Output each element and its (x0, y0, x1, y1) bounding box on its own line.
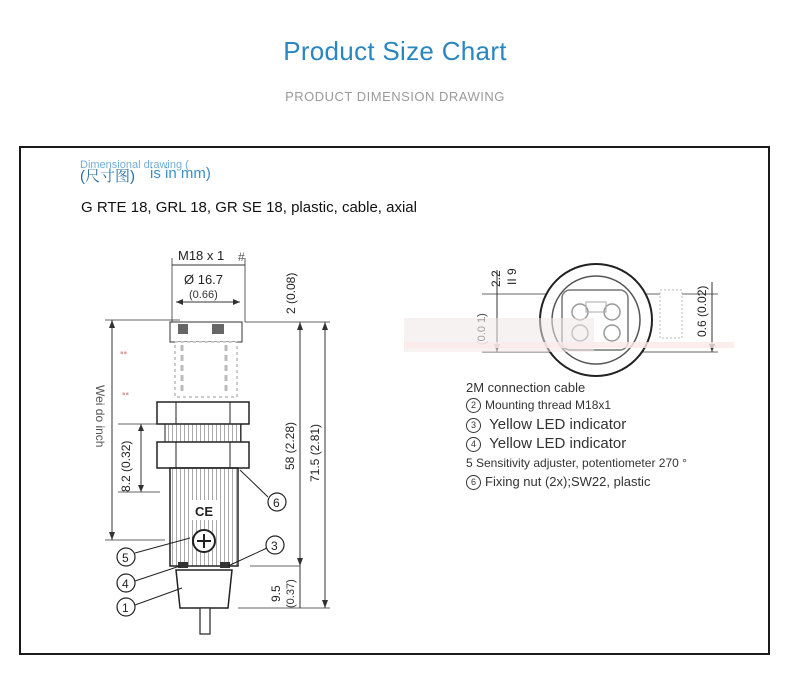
models-line: G RTE 18, GRL 18, GR SE 18, plastic, cable, axial (81, 199, 417, 216)
page-title: Product Size Chart (283, 36, 507, 66)
dimensions-note-overlap: Dimensional drawing ( (80, 159, 189, 171)
legend-item-led-3 (466, 416, 626, 433)
diameter-label: Ø 16.7 (184, 272, 224, 287)
bottom-length-label: 9.5 (269, 585, 283, 602)
front-side-label-b: II 9 (505, 268, 519, 285)
legend-item-text: Yellow LED indicator (489, 416, 627, 433)
total-length-label: 71.5 (2.81) (308, 423, 322, 482)
page-subtitle: PRODUCT DIMENSION DRAWING (285, 89, 505, 104)
legend-item-text: Yellow LED indicator (489, 435, 627, 452)
legend-item-text: 2M connection cable (466, 380, 586, 395)
top-gap-label: 2 (0.08) (284, 272, 298, 314)
legend-num-2: 2 (466, 398, 481, 413)
thread-mark: # (238, 250, 245, 264)
diameter-inch-label: (0.66) (189, 289, 218, 301)
front-side-label-c: 0.6 (0.02) (695, 285, 709, 337)
legend-num-6: 6 (466, 475, 481, 490)
faded-mark-left-2: ▪▪ (122, 389, 130, 400)
callout-4: 4 (122, 577, 129, 591)
legend-item-led-4 (466, 435, 626, 452)
thread-label: M18 x 1 (178, 248, 225, 263)
ce-mark: CE (195, 504, 214, 519)
nut-height-label: 8.2 (0.32) (119, 440, 133, 492)
legend-num-4: 4 (466, 437, 481, 452)
dimensions-note-units: is in mm) (150, 165, 211, 182)
callout-6: 6 (273, 496, 280, 510)
legend-item-text: 5 Sensitivity adjuster, potentiometer 270 ° (466, 456, 687, 470)
legend-item-text: Fixing nut (2x);SW22, plastic (485, 474, 651, 489)
legend-num-3: 3 (466, 418, 481, 433)
left-side-label: Wei do inch (93, 385, 107, 448)
callout-1: 1 (122, 601, 129, 615)
bottom-length-inch-label: (0.37) (285, 579, 297, 608)
faded-mark-left: ▪▪ (120, 348, 128, 359)
dimensions-note-cn: (尺寸图) (80, 168, 135, 185)
legend-item-text: Mounting thread M18x1 (485, 398, 612, 412)
legend-item-mount (466, 398, 611, 413)
callout-5: 5 (122, 551, 129, 565)
legend-item-cable (466, 380, 585, 395)
front-side-label-a: 2.2 (489, 270, 503, 287)
legend-item-nut (466, 474, 650, 490)
body-length-label: 58 (2.28) (283, 421, 297, 470)
callout-3: 3 (271, 539, 278, 553)
legend-item-sensitivity (466, 456, 687, 470)
